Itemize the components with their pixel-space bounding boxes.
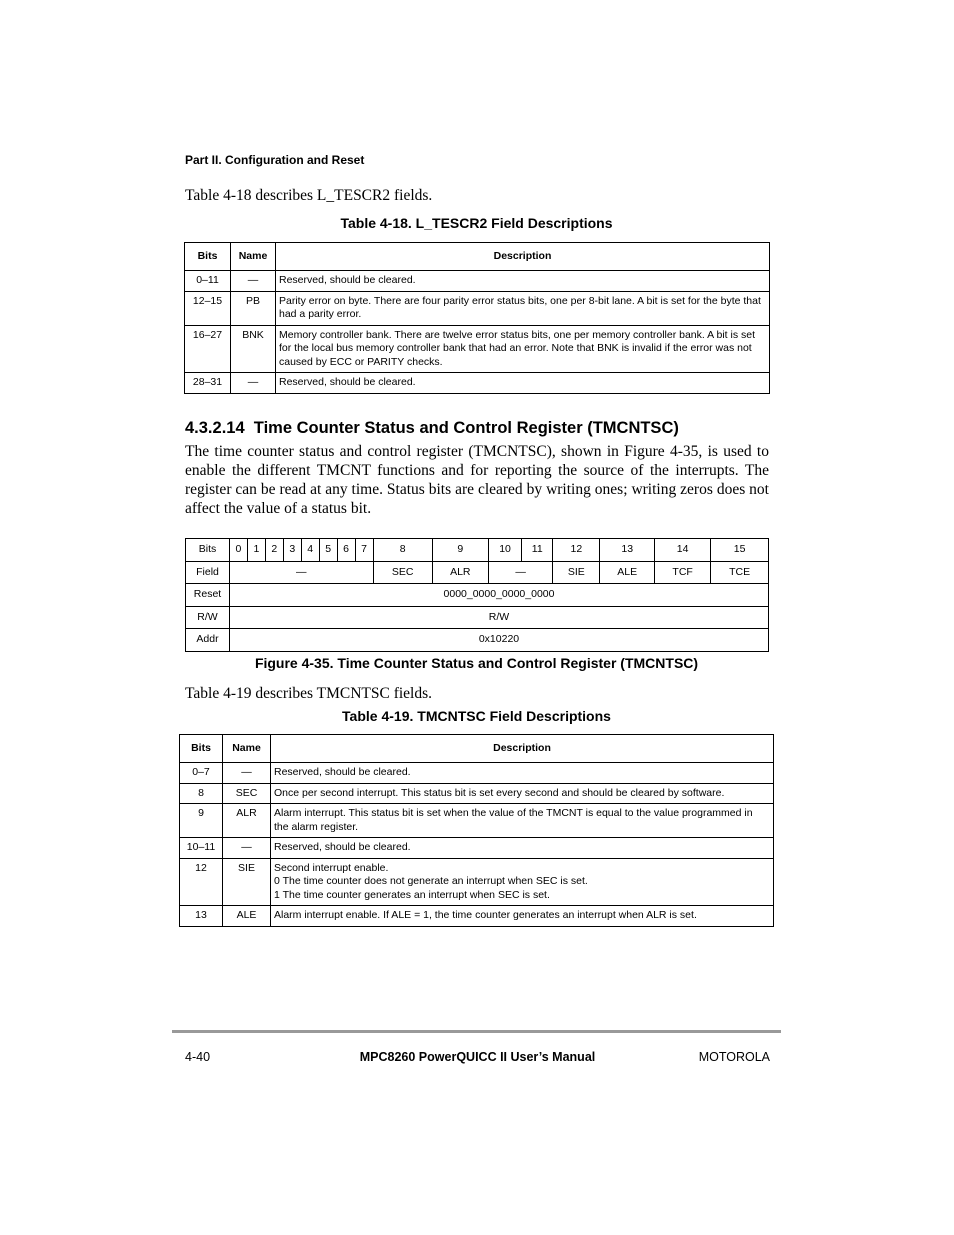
cell-description: Alarm interrupt. This status bit is set when the value of the TMCNT is equal to the value programmed in the alarm register. <box>271 804 774 838</box>
table-intro-text: Table 4-18 describes L_TESCR2 fields. <box>185 187 433 204</box>
register-addr-row <box>186 629 769 652</box>
table-row <box>180 906 774 927</box>
field-sec: SEC <box>373 561 432 584</box>
cell-bits: 10–11 <box>180 838 223 859</box>
field-tcf: TCF <box>655 561 711 584</box>
bit-number: 13 <box>600 539 655 562</box>
cell-name: ALR <box>223 804 271 838</box>
cell-bits: 9 <box>180 804 223 838</box>
cell-name: ALE <box>223 906 271 927</box>
figure-caption: Figure 4-35. Time Counter Status and Control Register (TMCNTSC) <box>254 655 699 671</box>
field-reserved: — <box>230 561 374 584</box>
field-alr: ALR <box>432 561 488 584</box>
table-row <box>185 271 770 292</box>
bit-number: 7 <box>355 539 373 562</box>
bit-number: 3 <box>283 539 301 562</box>
table-row <box>180 763 774 784</box>
table-row <box>180 858 774 906</box>
bit-number: 5 <box>319 539 337 562</box>
rw-value: R/W <box>230 606 769 629</box>
field-reserved: — <box>488 561 552 584</box>
manual-title: MPC8260 PowerQUICC II User’s Manual <box>359 1050 596 1064</box>
running-header: Part II. Configuration and Reset <box>185 153 365 167</box>
cell-bits: 8 <box>180 783 223 804</box>
bit-number: 2 <box>265 539 283 562</box>
row-label-bits: Bits <box>186 539 230 562</box>
column-header-name: Name <box>223 735 271 763</box>
brand-name: MOTOROLA <box>698 1050 770 1064</box>
section-heading: 4.3.2.14 Time Counter Status and Control Register (TMCNTSC) <box>185 419 679 437</box>
cell-description: Reserved, should be cleared. <box>271 763 774 784</box>
cell-name: PB <box>231 291 276 325</box>
cell-name: — <box>223 763 271 784</box>
cell-bits: 13 <box>180 906 223 927</box>
table-row <box>180 783 774 804</box>
cell-description: Second interrupt enable. 0 The time counter does not generate an interrupt when SEC is set. 1 The time counter generates an interrupt when SEC is set. <box>271 858 774 906</box>
cell-name: — <box>231 373 276 394</box>
bit-number: 6 <box>337 539 355 562</box>
cell-description: Reserved, should be cleared. <box>276 373 770 394</box>
field-ale: ALE <box>600 561 655 584</box>
field-sie: SIE <box>553 561 600 584</box>
cell-name: SIE <box>223 858 271 906</box>
cell-bits: 12 <box>180 858 223 906</box>
addr-value: 0x10220 <box>230 629 769 652</box>
register-reset-row <box>186 584 769 607</box>
footer-rule <box>172 1030 781 1033</box>
cell-description: Once per second interrupt. This status bit is set every second and should be cleared by software. <box>271 783 774 804</box>
cell-name: BNK <box>231 325 276 373</box>
column-header-description: Description <box>271 735 774 763</box>
table-row <box>180 838 774 859</box>
bit-number: 11 <box>522 539 553 562</box>
column-header-bits: Bits <box>185 243 231 271</box>
column-header-description: Description <box>276 243 770 271</box>
cell-description: Reserved, should be cleared. <box>271 838 774 859</box>
register-bits-row <box>186 539 769 562</box>
bit-number: 12 <box>553 539 600 562</box>
table-caption: Table 4-18. L_TESCR2 Field Descriptions <box>340 215 613 231</box>
bit-number: 14 <box>655 539 711 562</box>
bit-number: 9 <box>432 539 488 562</box>
bit-number: 4 <box>301 539 319 562</box>
cell-name: — <box>223 838 271 859</box>
cell-bits: 0–7 <box>180 763 223 784</box>
cell-bits: 28–31 <box>185 373 231 394</box>
bit-number: 1 <box>247 539 265 562</box>
row-label-reset: Reset <box>186 584 230 607</box>
page-number: 4-40 <box>185 1050 211 1064</box>
bit-number: 8 <box>373 539 432 562</box>
table-row <box>185 373 770 394</box>
column-header-name: Name <box>231 243 276 271</box>
row-label-field: Field <box>186 561 230 584</box>
bit-number: 10 <box>488 539 521 562</box>
cell-bits: 0–11 <box>185 271 231 292</box>
cell-bits: 16–27 <box>185 325 231 373</box>
table-caption: Table 4-19. TMCNTSC Field Descriptions <box>342 708 611 724</box>
tmcntsc-register-diagram <box>185 538 769 652</box>
cell-description: Memory controller bank. There are twelve error status bits, one per memory controller bank. A bit is set for the local bus memory controller bank that had an error. Note that BNK is invalid if the error was not caused by ECC or PARITY checks. <box>276 325 770 373</box>
cell-description: Parity error on byte. There are four parity error status bits, one per 8-bit lane. A bit is set for the byte that had a parity error. <box>276 291 770 325</box>
register-field-row <box>186 561 769 584</box>
column-header-bits: Bits <box>180 735 223 763</box>
cell-bits: 12–15 <box>185 291 231 325</box>
bit-number: 0 <box>230 539 248 562</box>
row-label-addr: Addr <box>186 629 230 652</box>
bit-number: 15 <box>711 539 769 562</box>
section-paragraph: The time counter status and control register (TMCNTSC), shown in Figure 4-35, is used to enable the different TMCNT functions and for reporting the source of the interrupts. The register can be read at any time. Status bits are cleared by writing ones; writing zeros does not affect the value of a status bit. <box>185 443 769 517</box>
cell-name: SEC <box>223 783 271 804</box>
table-intro-text: Table 4-19 describes TMCNTSC fields. <box>185 685 433 702</box>
table-row <box>180 804 774 838</box>
field-tce: TCE <box>711 561 769 584</box>
table-row <box>185 325 770 373</box>
register-rw-row <box>186 606 769 629</box>
tmcntsc-field-table <box>179 734 774 927</box>
row-label-rw: R/W <box>186 606 230 629</box>
cell-name: — <box>231 271 276 292</box>
cell-description: Alarm interrupt enable. If ALE = 1, the time counter generates an interrupt when ALR is set. <box>271 906 774 927</box>
l-tescr2-field-table <box>184 242 770 394</box>
table-row <box>185 291 770 325</box>
cell-description: Reserved, should be cleared. <box>276 271 770 292</box>
reset-value: 0000_0000_0000_0000 <box>230 584 769 607</box>
